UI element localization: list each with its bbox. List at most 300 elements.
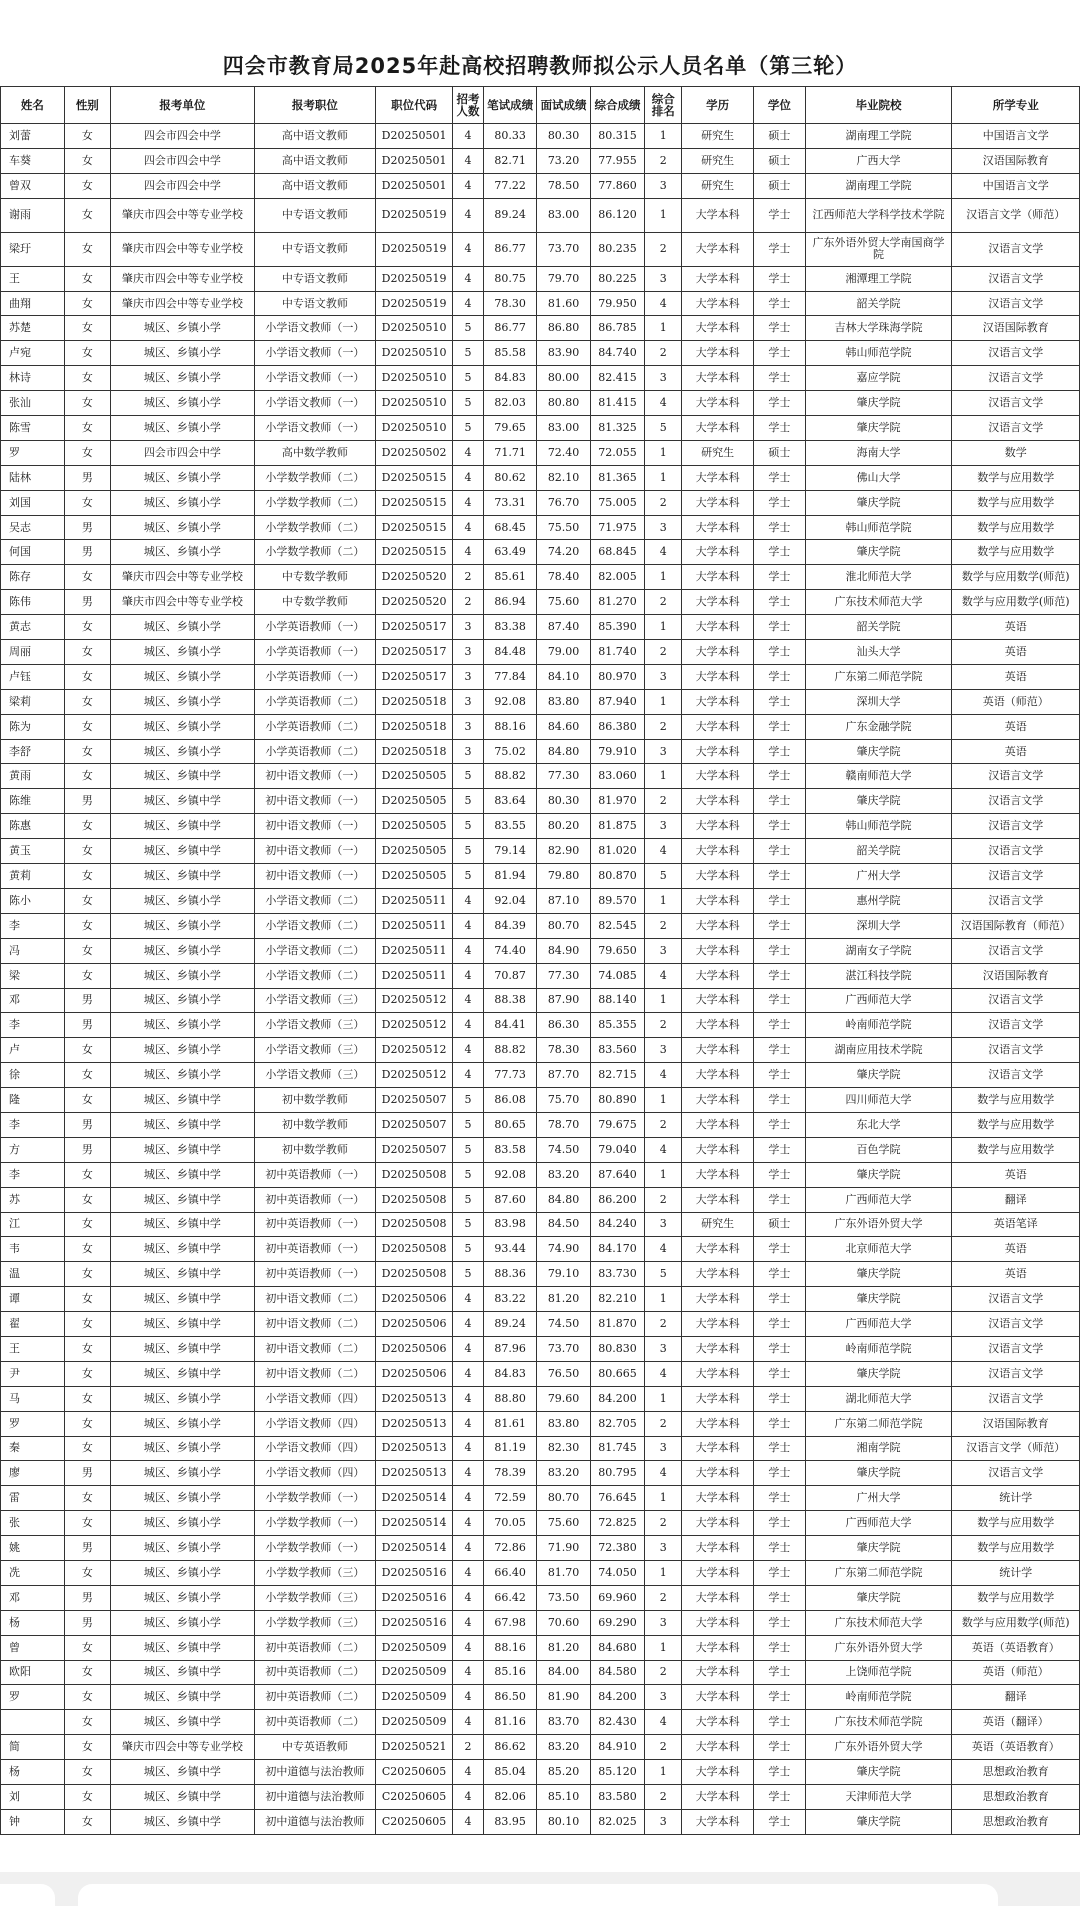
table-cell: 中专英语教师 [254,1735,375,1760]
table-cell: 大学本科 [682,1536,754,1561]
table-cell: 汉语国际教育 [952,1411,1080,1436]
table-cell: 肇庆学院 [805,416,952,441]
table-cell: 1 [645,988,682,1013]
table-cell: 5 [453,764,484,789]
table-cell: 梁 [1,963,65,988]
table-cell: 4 [453,1461,484,1486]
table-cell: 2 [645,490,682,515]
table-cell: 4 [453,1436,484,1461]
table-cell: 学士 [754,540,805,565]
table-cell: 汉语言文学 [952,1336,1080,1361]
table-cell: 学士 [754,1336,805,1361]
table-cell: 5 [453,366,484,391]
table-cell: D20250508 [376,1162,453,1187]
table-cell: 4 [645,540,682,565]
table-cell: 大学本科 [682,714,754,739]
table-cell: 男 [64,540,110,565]
table-cell: 1 [645,198,682,232]
table-cell: 66.42 [483,1585,536,1610]
table-cell: 汉语言文学 [952,888,1080,913]
table-cell: 大学本科 [682,490,754,515]
table-cell: 女 [64,1187,110,1212]
table-cell: 82.025 [590,1809,644,1834]
table-cell: 英语 [952,714,1080,739]
table-row [1,1436,1080,1461]
table-cell: 广东第二师范学院 [805,1560,952,1585]
column-header: 笔试成绩 [483,87,536,124]
table-cell: 75.005 [590,490,644,515]
table-cell: 大学本科 [682,1137,754,1162]
table-cell: 英语 [952,1237,1080,1262]
column-header: 报考职位 [254,87,375,124]
table-cell: 5 [453,1187,484,1212]
table-cell: 城区、乡镇小学 [110,1386,254,1411]
table-cell: 李 [1,913,65,938]
table-cell: D20250501 [376,148,453,173]
table-cell [1,1710,65,1735]
table-cell: 大学本科 [682,1411,754,1436]
table-cell: 77.860 [590,173,644,198]
table-cell: 肇庆学院 [805,1361,952,1386]
table-cell: 硕士 [754,173,805,198]
table-body [1,124,1080,1835]
table-cell: 城区、乡镇中学 [110,1785,254,1810]
table-cell: 3 [645,1336,682,1361]
table-cell: 85.390 [590,615,644,640]
table-row [1,814,1080,839]
table-cell: 大学本科 [682,1436,754,1461]
table-cell: 英语 [952,1162,1080,1187]
table-cell: D20250507 [376,1137,453,1162]
table-cell: 小学语文教师（四） [254,1411,375,1436]
table-cell: 84.83 [483,366,536,391]
table-cell: 城区、乡镇中学 [110,764,254,789]
table-cell: 黄志 [1,615,65,640]
table-cell: 大学本科 [682,1735,754,1760]
table-row [1,391,1080,416]
table-cell: 简 [1,1735,65,1760]
table-cell: 大学本科 [682,1461,754,1486]
table-cell: 初中语文教师（二） [254,1361,375,1386]
table-cell: 四会市四会中学 [110,173,254,198]
table-cell: 2 [645,1660,682,1685]
table-cell: 学士 [754,640,805,665]
table-cell: 80.30 [537,789,590,814]
table-cell: 中专数学教师 [254,590,375,615]
table-cell: 思想政治教育 [952,1760,1080,1785]
table-cell: 思想政治教育 [952,1809,1080,1834]
page-title: 四会市教育局2025年赴高校招聘教师拟公示人员名单（第三轮） [222,54,858,78]
table-cell: 85.16 [483,1660,536,1685]
table-cell: 89.24 [483,1312,536,1337]
table-cell: 肇庆市四会中等专业学校 [110,1735,254,1760]
table-row [1,1511,1080,1536]
table-cell: 84.41 [483,1013,536,1038]
table-cell: 学士 [754,590,805,615]
table-cell: 学士 [754,1411,805,1436]
table-row [1,913,1080,938]
table-cell: 1 [645,1287,682,1312]
table-cell: 3 [645,1685,682,1710]
table-cell: 小学数学教师（一） [254,1486,375,1511]
table-cell: 70.87 [483,963,536,988]
table-cell: 78.50 [537,173,590,198]
table-cell: 81.740 [590,640,644,665]
table-cell: D20250520 [376,565,453,590]
table-cell: 72.825 [590,1511,644,1536]
table-cell: 4 [453,291,484,316]
table-row [1,1486,1080,1511]
table-cell: 女 [64,1386,110,1411]
table-cell: 北京师范大学 [805,1237,952,1262]
table-cell: 80.70 [537,913,590,938]
table-row [1,173,1080,198]
table-cell: 女 [64,1336,110,1361]
table-cell: 大学本科 [682,814,754,839]
table-cell: 82.90 [537,839,590,864]
table-cell: 4 [645,391,682,416]
table-cell: 学士 [754,1237,805,1262]
table-cell: 学士 [754,366,805,391]
table-cell: 女 [64,864,110,889]
table-row [1,1610,1080,1635]
table-cell: 罗 [1,1685,65,1710]
table-cell: 小学数学教师（三） [254,1560,375,1585]
table-cell: 上饶师范学院 [805,1660,952,1685]
table-cell: 4 [453,1013,484,1038]
table-row [1,341,1080,366]
table-cell: 4 [645,1461,682,1486]
table-cell: 汉语言文学 [952,266,1080,291]
table-cell: 百色学院 [805,1137,952,1162]
table-cell: 汉语言文学 [952,366,1080,391]
table-cell: 城区、乡镇小学 [110,1063,254,1088]
table-cell: 75.70 [537,1088,590,1113]
table-cell: 学士 [754,1287,805,1312]
table-cell: D20250510 [376,416,453,441]
table-cell: 4 [453,1635,484,1660]
table-cell: 小学语文教师（四） [254,1436,375,1461]
table-cell: 广西大学 [805,148,952,173]
table-cell: 学士 [754,664,805,689]
table-cell: 学士 [754,938,805,963]
table-cell: D20250506 [376,1361,453,1386]
table-cell: 汉语言文学 [952,988,1080,1013]
table-cell: 82.005 [590,565,644,590]
table-cell: 初中语文教师（二） [254,1336,375,1361]
table-cell: 汉语言文学 [952,341,1080,366]
table-cell: 英语 [952,664,1080,689]
table-cell: 71.71 [483,440,536,465]
table-cell: 马 [1,1386,65,1411]
table-cell: D20250506 [376,1336,453,1361]
table-cell: 大学本科 [682,1361,754,1386]
table-cell: 城区、乡镇中学 [110,1237,254,1262]
table-row [1,1336,1080,1361]
table-row [1,664,1080,689]
table-cell: 75.50 [537,515,590,540]
table-cell: 小学语文教师（三） [254,1063,375,1088]
table-cell: 城区、乡镇小学 [110,1013,254,1038]
table-cell: 2 [645,1785,682,1810]
table-cell: D20250513 [376,1386,453,1411]
table-cell: 韶关学院 [805,291,952,316]
table-cell: 女 [64,316,110,341]
table-cell: 小学语文教师（二） [254,888,375,913]
table-cell: 81.94 [483,864,536,889]
table-row [1,1262,1080,1287]
table-cell: 学士 [754,1386,805,1411]
table-cell: 4 [453,1760,484,1785]
table-cell: 71.975 [590,515,644,540]
table-cell: 81.745 [590,1436,644,1461]
table-cell: 1 [645,124,682,149]
table-cell: 大学本科 [682,689,754,714]
table-cell: 83.580 [590,1785,644,1810]
table-cell: 初中数学教师 [254,1112,375,1137]
table-cell: 曾双 [1,173,65,198]
table-cell: 小学数学教师（二） [254,515,375,540]
table-cell: 大学本科 [682,1610,754,1635]
table-cell: 城区、乡镇小学 [110,341,254,366]
table-cell: 88.82 [483,764,536,789]
table-cell: 张 [1,1511,65,1536]
table-cell: 陈惠 [1,814,65,839]
table-cell: 5 [453,864,484,889]
table-cell: 肇庆学院 [805,1262,952,1287]
table-cell: 4 [453,515,484,540]
table-cell: 大学本科 [682,1063,754,1088]
table-cell: 大学本科 [682,198,754,232]
table-cell: 88.36 [483,1262,536,1287]
table-cell: 韩山师范学院 [805,341,952,366]
table-cell: 高中数学教师 [254,440,375,465]
table-cell: 汉语言文学 [952,764,1080,789]
table-cell: 4 [453,198,484,232]
table-cell: 广西师范大学 [805,1312,952,1337]
table-cell: 女 [64,1735,110,1760]
table-cell: 初中语文教师（一） [254,839,375,864]
table-cell: 大学本科 [682,1660,754,1685]
table-cell: 大学本科 [682,864,754,889]
table-cell: 68.845 [590,540,644,565]
table-cell: 城区、乡镇小学 [110,465,254,490]
table-cell: 女 [64,366,110,391]
table-cell: 大学本科 [682,1486,754,1511]
table-cell: 中国语言文学 [952,173,1080,198]
table-cell: 广西师范大学 [805,1511,952,1536]
table-cell: 4 [453,963,484,988]
table-cell: 84.39 [483,913,536,938]
table-cell: 86.62 [483,1735,536,1760]
table-cell: 88.16 [483,1635,536,1660]
table-cell: 2 [645,1411,682,1436]
table-cell: 87.70 [537,1063,590,1088]
table-cell: 学士 [754,416,805,441]
table-cell: 肇庆学院 [805,1585,952,1610]
table-cell: 肇庆学院 [805,391,952,416]
table-cell: 2 [453,565,484,590]
table-cell: 84.910 [590,1735,644,1760]
table-cell: 城区、乡镇中学 [110,839,254,864]
table-cell: 女 [64,1411,110,1436]
table-cell: 84.83 [483,1361,536,1386]
table-cell: 汉语言文学 [952,1038,1080,1063]
table-cell: D20250517 [376,640,453,665]
table-row [1,714,1080,739]
table-cell: 82.545 [590,913,644,938]
table-cell: 学士 [754,814,805,839]
bottom-input-panel[interactable] [78,1884,998,1906]
table-cell: 小学数学教师（一） [254,1511,375,1536]
table-cell: 李舒 [1,739,65,764]
table-cell: 城区、乡镇中学 [110,864,254,889]
table-cell: 学士 [754,490,805,515]
table-cell: 5 [453,1212,484,1237]
table-row [1,1112,1080,1137]
table-cell: 城区、乡镇中学 [110,1635,254,1660]
table-cell: 76.50 [537,1361,590,1386]
table-cell: 学士 [754,1013,805,1038]
table-cell: D20250509 [376,1635,453,1660]
table-cell: D20250512 [376,1063,453,1088]
table-cell: D20250505 [376,864,453,889]
table-row [1,1088,1080,1113]
table-cell: 82.10 [537,465,590,490]
table-cell: 84.740 [590,341,644,366]
table-cell: 1 [645,1486,682,1511]
table-cell: 硕士 [754,1212,805,1237]
table-cell: D20250515 [376,515,453,540]
table-cell: 学士 [754,1162,805,1187]
table-cell: 中专数学教师 [254,565,375,590]
table-cell: 海南大学 [805,440,952,465]
table-cell: 江西师范大学科学技术学院 [805,198,952,232]
table-cell: 小学语文教师（二） [254,963,375,988]
table-cell: 冼 [1,1560,65,1585]
column-header: 所学专业 [952,87,1080,124]
table-cell: 城区、乡镇中学 [110,1809,254,1834]
table-cell: 大学本科 [682,341,754,366]
table-row [1,1063,1080,1088]
table-cell: 80.70 [537,1486,590,1511]
table-cell: D20250511 [376,963,453,988]
table-cell: 大学本科 [682,1013,754,1038]
table-cell: 女 [64,124,110,149]
table-cell: 初中道德与法治教师 [254,1785,375,1810]
table-cell: 80.795 [590,1461,644,1486]
table-cell: 广东技术师范大学 [805,1610,952,1635]
table-cell: 大学本科 [682,739,754,764]
table-cell: D20250519 [376,232,453,266]
table-cell: 74.50 [537,1137,590,1162]
table-cell: 女 [64,764,110,789]
column-header: 职位代码 [376,87,453,124]
table-cell: 雷 [1,1486,65,1511]
table-cell: D20250505 [376,814,453,839]
table-cell: 82.415 [590,366,644,391]
table-cell: 79.910 [590,739,644,764]
table-cell: 江 [1,1212,65,1237]
table-cell: 姚 [1,1536,65,1561]
table-cell: 5 [453,1088,484,1113]
table-cell: 女 [64,1710,110,1735]
table-row [1,198,1080,232]
table-cell: 4 [453,1685,484,1710]
table-cell: 城区、乡镇小学 [110,938,254,963]
table-cell: 城区、乡镇中学 [110,1262,254,1287]
table-cell: 中专语文教师 [254,198,375,232]
table-cell: 苏楚 [1,316,65,341]
table-cell: 汉语言文学 [952,1461,1080,1486]
table-cell: D20250506 [376,1287,453,1312]
table-cell: 肇庆学院 [805,1461,952,1486]
table-cell: 81.875 [590,814,644,839]
table-cell: 4 [645,1063,682,1088]
table-row [1,1785,1080,1810]
table-cell: 77.84 [483,664,536,689]
table-cell: 小学语文教师（二） [254,938,375,963]
table-row [1,490,1080,515]
table-cell: 81.16 [483,1710,536,1735]
table-cell: 大学本科 [682,1635,754,1660]
table-cell: 女 [64,232,110,266]
table-cell: 81.270 [590,590,644,615]
table-cell: 李 [1,1112,65,1137]
table-cell: 汉语言文学 [952,814,1080,839]
table-cell: 4 [453,1809,484,1834]
table-cell: 79.040 [590,1137,644,1162]
table-cell: 英语（英语教育） [952,1635,1080,1660]
table-cell: 大学本科 [682,913,754,938]
table-cell: 3 [453,615,484,640]
table-row [1,839,1080,864]
table-cell: 女 [64,490,110,515]
table-row [1,1461,1080,1486]
table-cell: 肇庆学院 [805,1162,952,1187]
table-cell: 数学与应用数学 [952,1585,1080,1610]
table-cell: 汉语言文学 [952,1287,1080,1312]
table-cell: 陈小 [1,888,65,913]
table-cell: 81.20 [537,1635,590,1660]
table-cell: 83.20 [537,1162,590,1187]
table-cell: 女 [64,640,110,665]
table-cell: 汉语国际教育（师范） [952,913,1080,938]
table-cell: 3 [645,1610,682,1635]
table-cell: 3 [645,814,682,839]
table-cell: 85.10 [537,1785,590,1810]
table-cell: 2 [645,1187,682,1212]
table-cell: 80.20 [537,814,590,839]
table-cell: 小学数学教师（二） [254,540,375,565]
table-cell: 66.40 [483,1560,536,1585]
table-cell: 84.580 [590,1660,644,1685]
table-cell: D20250512 [376,1038,453,1063]
table-row [1,1560,1080,1585]
table-cell: 大学本科 [682,988,754,1013]
table-row [1,1760,1080,1785]
table-cell: 广东外语外贸大学南国商学院 [805,232,952,266]
table-cell: 79.65 [483,416,536,441]
table-cell: 86.30 [537,1013,590,1038]
table-cell: 3 [645,515,682,540]
table-cell: 88.16 [483,714,536,739]
table-row [1,148,1080,173]
table-cell: 廖 [1,1461,65,1486]
table-cell: 小学数学教师（一） [254,1536,375,1561]
table-cell: 韶关学院 [805,615,952,640]
table-cell: 岭南师范学院 [805,1685,952,1710]
